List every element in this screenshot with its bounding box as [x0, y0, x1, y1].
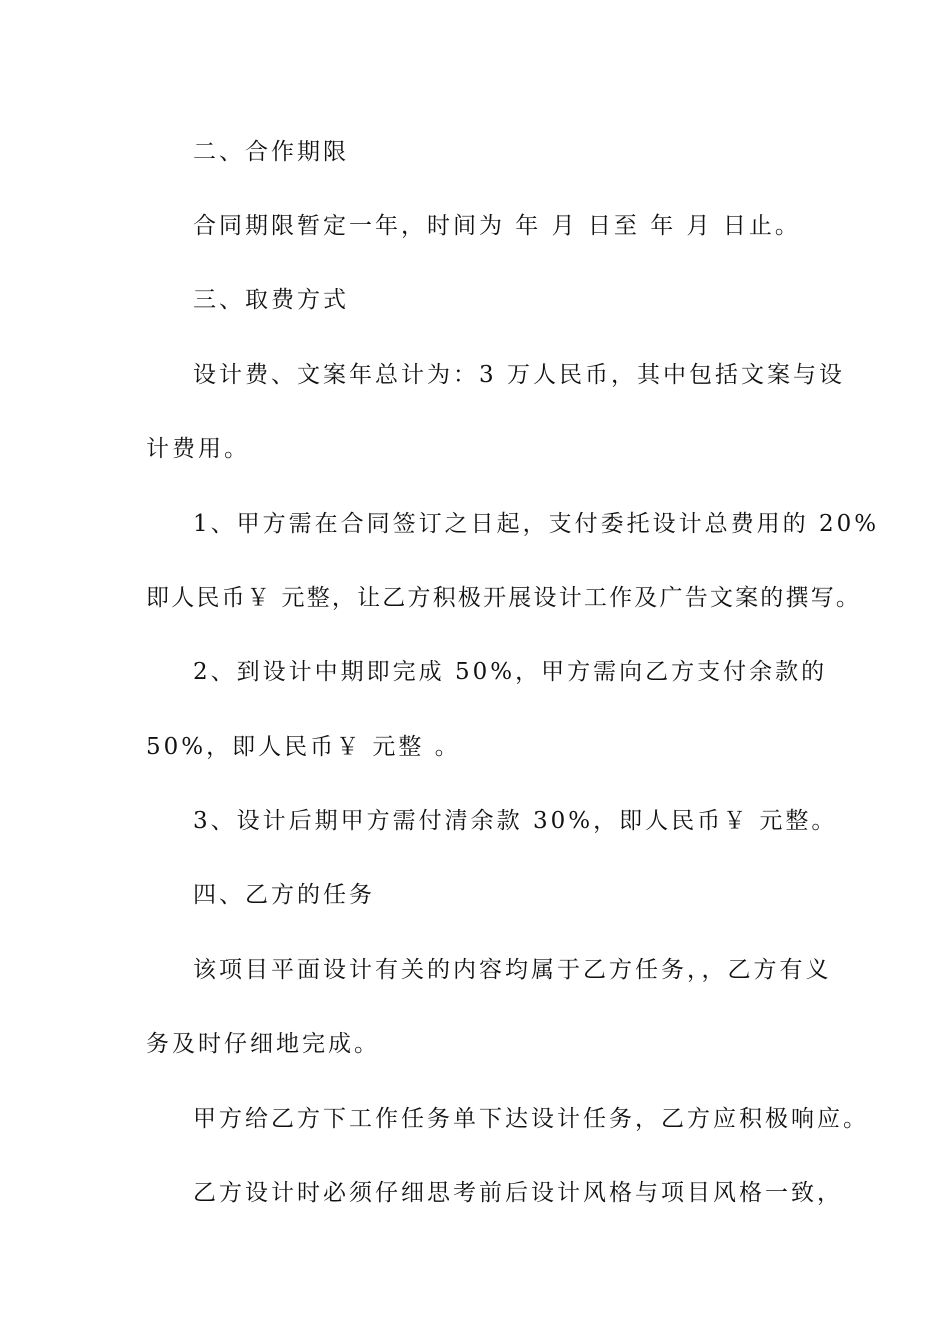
paragraph-line: 50%，即人民币￥ 元整 。	[146, 734, 461, 760]
section-heading-cooperation-period: 二、合作期限	[193, 139, 349, 165]
paragraph-line: 1、甲方需在合同签订之日起，支付委托设计总费用的 20%	[193, 511, 880, 537]
paragraph-line: 务及时仔细地完成。	[146, 1031, 380, 1057]
paragraph-line: 设计费、文案年总计为：3 万人民币，其中包括文案与设	[193, 362, 845, 388]
paragraph-line: 该项目平面设计有关的内容均属于乙方任务，，乙方有义	[193, 957, 832, 983]
paragraph-line: 计费用。	[146, 436, 250, 462]
paragraph-line: 2、到设计中期即完成 50%，甲方需向乙方支付余款的	[193, 659, 828, 685]
paragraph-line: 3、设计后期甲方需付清余款 30%，即人民币￥ 元整。	[193, 808, 838, 834]
paragraph-line: 乙方设计时必须仔细思考前后设计风格与项目风格一致，	[193, 1180, 843, 1206]
section-heading-fee-method: 三、取费方式	[193, 287, 349, 313]
section-heading-party-b-tasks: 四、乙方的任务	[193, 882, 375, 908]
paragraph-line: 甲方给乙方下工作任务单下达设计任务，乙方应积极响应。	[193, 1106, 869, 1132]
paragraph-line: 合同期限暂定一年，时间为 年 月 日至 年 月 日止。	[193, 213, 801, 239]
paragraph-line: 即人民币￥ 元整，让乙方积极开展设计工作及广告文案的撰写。	[146, 585, 862, 611]
